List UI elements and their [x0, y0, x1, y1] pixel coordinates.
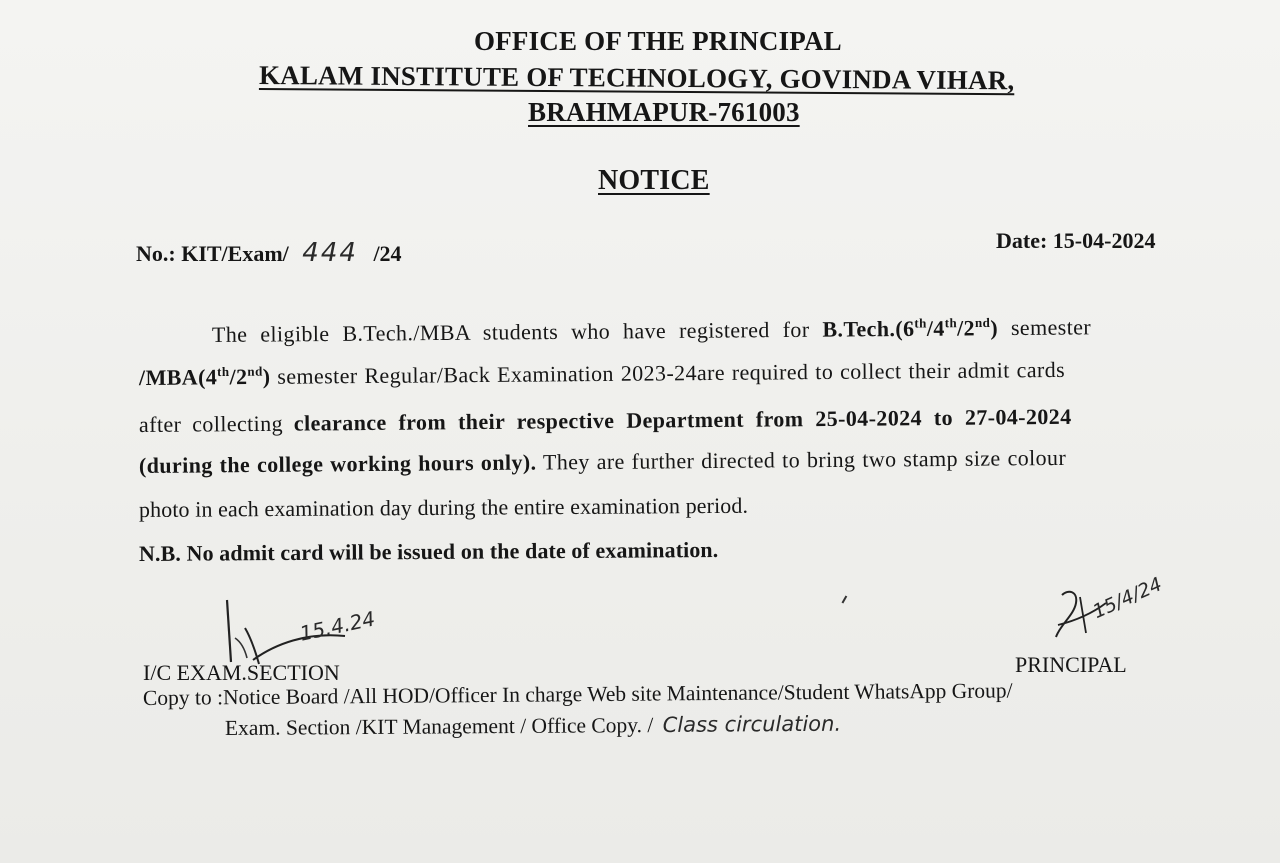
nb-note: N.B. No admit card will be issued on the date of examination.: [138, 536, 719, 566]
principal-role: PRINCIPAL: [1015, 652, 1127, 677]
body-line-4: [139, 445, 1066, 479]
body-bold-clearance: clearance from their respective Department from 25-04-2024 to 27-04-2024: [293, 403, 1072, 436]
body-line-3: [139, 404, 1072, 438]
body-text: The eligible B.Tech./MBA students who have registered for: [211, 316, 810, 347]
body-line-2: [139, 357, 1065, 391]
stray-mark: [842, 596, 853, 607]
body-bold-mba: /MBA(4th/2nd): [138, 363, 271, 390]
body-line-1: [212, 314, 1091, 348]
exam-section-signature-date: 15.4.24: [297, 606, 378, 646]
body-text: semester: [1010, 314, 1092, 341]
body-bold-hours: (during the college working hours only).: [138, 449, 537, 478]
institute-heading: KALAM INSTITUTE OF TECHNOLOGY, GOVINDA VIHAR,: [258, 60, 1015, 96]
office-heading: OFFICE OF THE PRINCIPAL: [474, 26, 842, 56]
body-text: semester Regular/Back Examination 2023-24are required to collect their admit cards: [277, 356, 1066, 389]
exam-section-role: I/C EXAM.SECTION: [143, 660, 340, 685]
reference-prefix: No.: KIT/Exam/: [136, 241, 289, 266]
reference-handwritten-number: 444: [302, 238, 358, 268]
principal-signature-date: 15/4/24: [1089, 573, 1166, 624]
body-text: after collecting: [138, 410, 284, 437]
notice-date: Date: 15-04-2024: [996, 228, 1156, 253]
city-heading: BRAHMAPUR-761003: [528, 97, 800, 127]
reference-suffix: /24: [373, 241, 402, 266]
body-line-5: photo in each examination day during the entire examination period.: [138, 492, 749, 522]
reference-line: [136, 238, 402, 268]
copy-to-line-2: [225, 712, 841, 741]
copy-to-line-1: Copy to :Notice Board /All HOD/Officer In charge Web site Maintenance/Student WhatsApp Group/: [142, 678, 1013, 710]
body-text: They are further directed to bring two stamp size colour: [542, 444, 1067, 475]
body-bold-course: B.Tech.(6th/4th/2nd): [822, 314, 999, 342]
copy-to-line-2-text: Exam. Section /KIT Management / Office Copy. /: [224, 713, 654, 740]
notice-title: NOTICE: [598, 165, 710, 196]
copy-to-handwritten: Class circulation.: [662, 711, 842, 737]
